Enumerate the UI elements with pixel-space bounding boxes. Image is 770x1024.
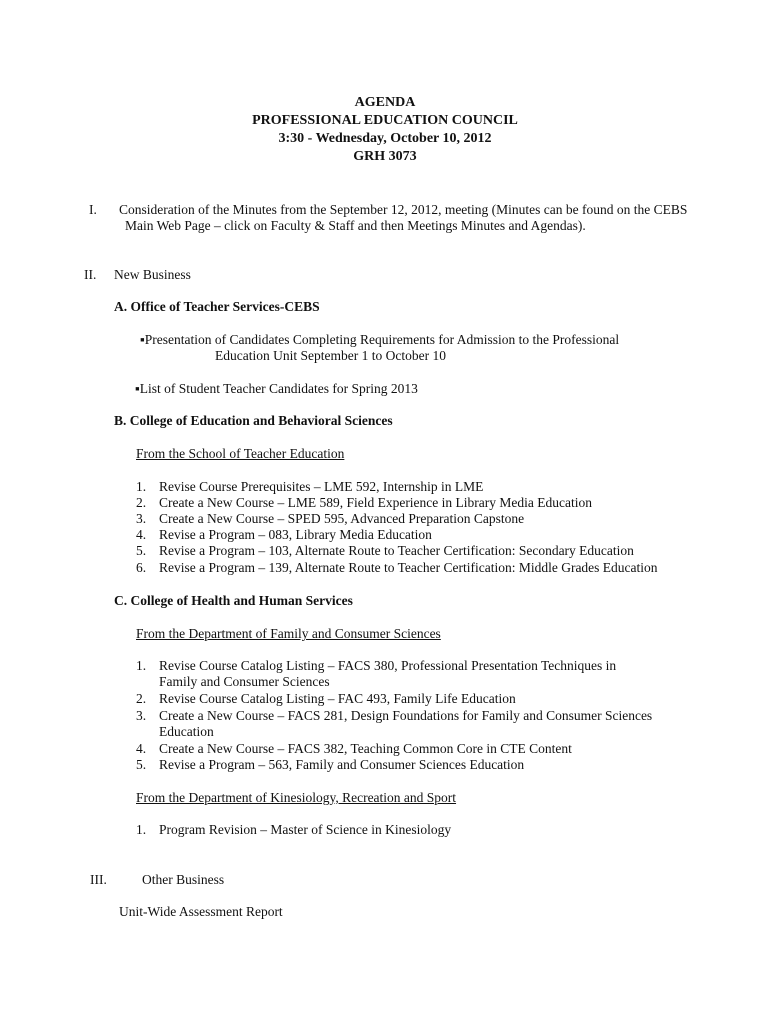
subsection-b-heading: B. College of Education and Behavioral Sciences: [114, 413, 393, 428]
list-item: Revise Course Catalog Listing – FACS 380, Professional Presentation Techniques in: [159, 658, 617, 673]
section-1-numeral: I.: [89, 202, 97, 217]
list-item: Create a New Course – LME 589, Field Experience in Library Media Education: [159, 495, 592, 510]
list-item: Revise Course Prerequisites – LME 592, Internship in LME: [159, 479, 484, 494]
list-item-number: 2.: [136, 691, 147, 706]
section-2-title: New Business: [114, 267, 191, 282]
subsection-c-department-2: From the Department of Kinesiology, Recreation and Sport: [136, 790, 457, 805]
subsection-a-bullet-1-line2: Education Unit September 1 to October 10: [215, 348, 446, 363]
list-item: Create a New Course – SPED 595, Advanced Preparation Capstone: [159, 511, 525, 526]
subsection-c-department-1: From the Department of Family and Consumer Sciences: [136, 626, 441, 641]
section-2-numeral: II.: [84, 267, 97, 282]
list-item-number: 4.: [136, 741, 147, 756]
list-item: Revise Course Catalog Listing – FAC 493, Family Life Education: [159, 691, 516, 706]
list-item-number: 3.: [136, 708, 147, 723]
section-3-item: Unit-Wide Assessment Report: [119, 904, 283, 919]
section-1-text-line1: Consideration of the Minutes from the September 12, 2012, meeting (Minutes can be found on the CEBS: [119, 202, 688, 217]
list-item: Create a New Course – FACS 281, Design Foundations for Family and Consumer Sciences: [159, 708, 653, 723]
section-3-title: Other Business: [142, 872, 225, 887]
subsection-a-heading: A. Office of Teacher Services-CEBS: [114, 299, 320, 314]
subsection-a-bullet-1-line1: ▪Presentation of Candidates Completing Requirements for Admission to the Professional: [140, 332, 620, 347]
agenda-title: AGENDA: [354, 95, 416, 110]
list-item: Revise a Program – 139, Alternate Route to Teacher Certification: Middle Grades Education: [159, 560, 658, 575]
meeting-room: GRH 3073: [353, 149, 417, 164]
list-item-number: 3.: [136, 511, 147, 526]
list-item: Revise a Program – 103, Alternate Route to Teacher Certification: Secondary Education: [159, 543, 634, 558]
list-item-number: 1.: [136, 658, 147, 673]
subsection-b-department: From the School of Teacher Education: [136, 446, 345, 461]
list-item-number: 2.: [136, 495, 147, 510]
list-item: Create a New Course – FACS 382, Teaching Common Core in CTE Content: [159, 741, 572, 756]
list-item-number: 1.: [136, 822, 147, 837]
list-item-number: 1.: [136, 479, 147, 494]
list-item-number: 4.: [136, 527, 147, 542]
list-item-number: 5.: [136, 757, 147, 772]
subsection-a-bullet-2: ▪List of Student Teacher Candidates for Spring 2013: [135, 381, 418, 396]
list-item: Revise a Program – 563, Family and Consumer Sciences Education: [159, 757, 525, 772]
meeting-time: 3:30 - Wednesday, October 10, 2012: [278, 131, 492, 146]
section-1-text-line2: Main Web Page – click on Faculty & Staff and then Meetings Minutes and Agendas).: [125, 218, 586, 233]
list-item-number: 6.: [136, 560, 147, 575]
list-item-continuation: Family and Consumer Sciences: [159, 674, 330, 689]
council-title: PROFESSIONAL EDUCATION COUNCIL: [252, 113, 518, 128]
subsection-c-heading: C. College of Health and Human Services: [114, 593, 353, 608]
list-item-number: 5.: [136, 543, 147, 558]
list-item: Program Revision – Master of Science in Kinesiology: [159, 822, 452, 837]
list-item-continuation: Education: [159, 724, 214, 739]
list-item: Revise a Program – 083, Library Media Education: [159, 527, 432, 542]
section-3-numeral: III.: [90, 872, 107, 887]
